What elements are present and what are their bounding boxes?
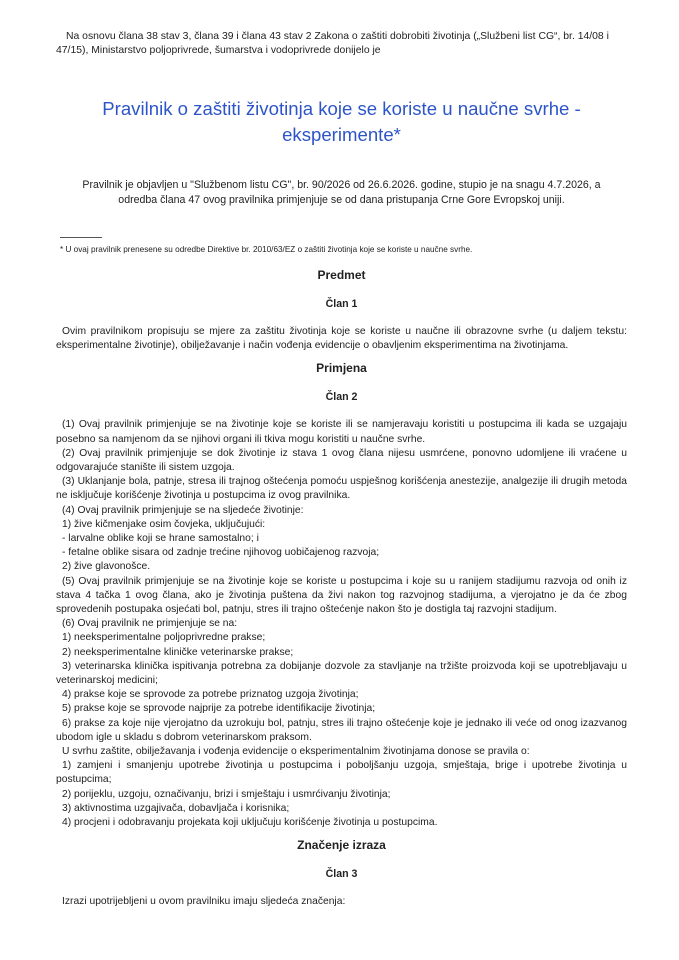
article-2-paragraph: 2) porijeklu, uzgoju, označivanju, brizi i smještaju i usmrćivanju životinja; (62, 788, 391, 800)
article-2-paragraph: 1) neeksperimentalne poljoprivredne prakse; (62, 632, 266, 644)
article-2-paragraph: (3) Uklanjanje bola, patnje, stresa ili trajnog oštećenja pomoću uspješnog korišćenja anestezije, analgezije ili drugih metoda ne isključuje korišćenje životinja u postupcima iz ovog pravilnika. (56, 476, 627, 502)
article-2-paragraph: - larvalne oblike koji se hrane samostalno; i (62, 533, 259, 545)
article-2-paragraph: 4) procjeni i odobravanju projekata koji uključuju korišćenje životinja u postupcima. (62, 817, 438, 829)
article-2-paragraph: (2) Ovaj pravilnik primjenjuje se dok životinje iz stava 1 ovog člana nijesu usmrćene, ponovno udomljene ili vraćene u odgovarajuće stanište ili sistem uzgoja. (56, 447, 627, 474)
section-heading-primjena: Primjena (316, 361, 367, 376)
article-2-paragraph: (6) Ovaj pravilnik ne primjenjuje se na: (62, 618, 238, 630)
article-2-paragraph: (5) Ovaj pravilnik primjenjuje se na životinje koje se koriste u postupcima i koje su u ranijem stadijumu razvoja od onih iz stava 4 tačka 1 ovog člana, ako je životinja puštena da živi nakon tog razvojnog stadijuma, a vjerojatno je da će zbog sprovedenih postupaka osjećati bol, patnju, stres ili trajno oštećenje nakon što je dostigla taj razvojni stadijum. (56, 575, 627, 616)
article-2-paragraph: 1) žive kičmenjake osim čovjeka, uključujući: (62, 518, 266, 530)
article-2-paragraph: 2) žive glavonošce. (62, 561, 151, 573)
article-2-paragraph: (4) Ovaj pravilnik primjenjuje se na sljedeće životinje: (62, 504, 304, 516)
publication-note: Pravilnik je objavljen u "Službenom listu CG", br. 90/2026 od 26.6.2026. godine, stupio je na snagu 4.7.2026, a odredba člana 47 ovog pravilnika primjenjuje se od dana pristupanja Crne Gore Evropskoj uniji. (82, 179, 601, 206)
article-2-paragraph: 6) prakse za koje nije vjerojatno da uzrokuju bol, patnju, stres ili trajno oštećenje koje je jednako ili veće od onog izazvanog ubodom igle u skladu s dobrom veterinarskom praksom. (56, 717, 627, 743)
article-2-paragraph: (1) Ovaj pravilnik primjenjuje se na životinje koje se koriste ili se namjeravaju koristiti u postupcima ili kada se uzgajaju posebno sa namjenom da se njihovi organi ili tkiva mogu koristiti u naučne svrhe. (56, 419, 627, 445)
article-3-label: Član 3 (325, 868, 358, 881)
article-2-paragraph: 4) prakse koje se sprovode za potrebe priznatog uzgoja životinja; (62, 689, 359, 701)
article-2-paragraph: 2) neeksperimentalne kliničke veterinarske prakse; (62, 646, 294, 658)
article-2-paragraph: - fetalne oblike sisara od zadnje trećine njihovog uobičajenog razvoja; (62, 547, 380, 559)
article-2-paragraph: 3) veterinarska klinička ispitivanja potrebna za dobijanje dozvole za stavljanje na tržište proizvoda koji se upotrebljavaju u veterinarskoj medicini; (56, 660, 627, 687)
footnote-divider (60, 237, 102, 238)
article-2-paragraph: 3) aktivnostima uzgajivača, dobavljača i korisnika; (62, 802, 290, 814)
document-title: Pravilnik o zaštiti životinja koje se koriste u naučne svrhe - eksperimente* (102, 98, 581, 145)
footnote-text: * U ovaj pravilnik prenesene su odredbe Direktive br. 2010/63/EZ o zaštiti životinja koje se koriste u naučne svrhe. (60, 245, 473, 254)
article-2-label: Član 2 (325, 391, 358, 404)
section-heading-znacenje-izraza: Značenje izraza (297, 838, 386, 853)
article-2-paragraph: U svrhu zaštite, obilježavanja i vođenja evidencije o eksperimentalnim životinjama donose se pravila o: (62, 746, 530, 758)
article-1-text: Ovim pravilnikom propisuju se mjere za zaštitu životinja koje se koriste u naučne ili obrazovne svrhe (u daljem tekstu: eksperimentalne životinje), obilježavanje i način vođenja evidencije o obavljenim eksperimentima na životinjama. (56, 326, 627, 352)
article-2-paragraph: 1) zamjeni i smanjenju upotrebe životinja u postupcima i poboljšanju uzgoja, smještaja, brige i upotrebe životinja u postupcima; (56, 760, 627, 786)
article-2-paragraph: 5) prakse koje se sprovode najprije za potrebe identifikacije životinja; (62, 703, 376, 715)
preamble-text: Na osnovu člana 38 stav 3, člana 39 i člana 43 stav 2 Zakona o zaštiti dobrobiti životinja („Službeni list CG“, br. 14/08 i 47/15), Ministarstvo poljoprivrede, šumarstva i vodoprivrede donijelo je (56, 31, 609, 56)
article-3-text: Izrazi upotrijebljeni u ovom pravilniku imaju sljedeća značenja: (62, 896, 346, 908)
article-1-label: Član 1 (325, 298, 358, 310)
article-2-body (56, 418, 627, 830)
section-heading-predmet: Predmet (317, 268, 366, 282)
